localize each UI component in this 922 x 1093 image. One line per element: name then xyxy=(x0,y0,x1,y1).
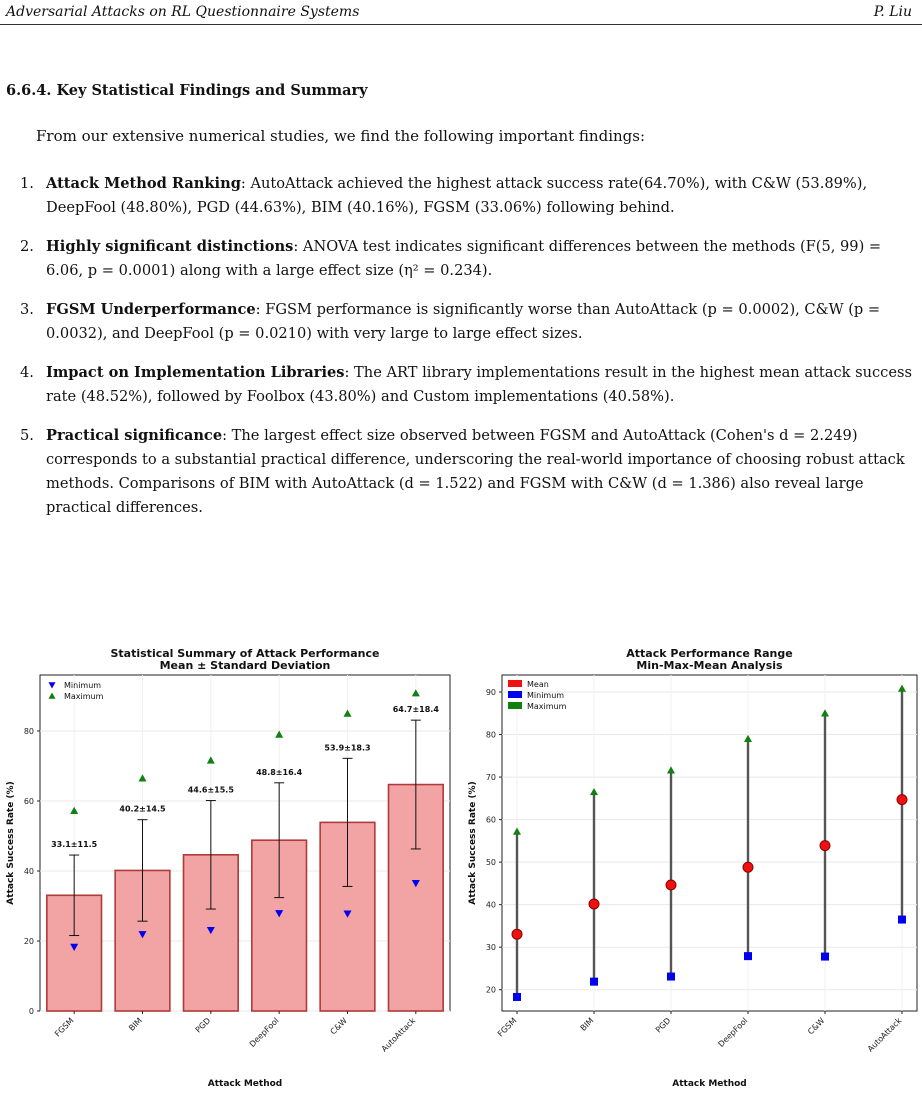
findings-list xyxy=(20,172,920,535)
finding-item xyxy=(20,235,920,283)
y-tick-label: 0 xyxy=(28,1007,34,1016)
finding-number: 5. xyxy=(20,427,34,444)
bar-value-label: 53.9±18.3 xyxy=(324,743,371,753)
author: P. Liu xyxy=(873,4,912,20)
mean-marker xyxy=(512,929,522,939)
bar-value-label: 40.2±14.5 xyxy=(119,804,166,814)
legend-swatch xyxy=(508,702,522,709)
min-marker xyxy=(590,978,598,986)
min-marker xyxy=(667,973,675,981)
x-tick-label: BIM xyxy=(127,1016,144,1033)
y-tick-label: 70 xyxy=(485,773,496,783)
finding-body: : The ART library implementations result in the highest mean attack success rate (48.52%), followed by Foolbox (43.80%) and Custom implementations (40.58%). xyxy=(46,364,912,405)
y-tick-label: 50 xyxy=(485,858,496,868)
legend-label: Mean xyxy=(527,680,549,689)
finding-number: 3. xyxy=(20,301,34,318)
mean-marker xyxy=(589,899,599,909)
running-title: Adversarial Attacks on RL Questionnaire Systems xyxy=(6,4,360,20)
x-tick-label: FGSM xyxy=(495,1016,519,1039)
finding-title: FGSM Underperformance xyxy=(46,301,256,318)
y-axis-label: Attack Success Rate (%) xyxy=(6,781,16,905)
finding-number: 1. xyxy=(20,175,34,192)
x-tick-label: BIM xyxy=(578,1016,596,1033)
mean-marker xyxy=(666,880,676,890)
x-tick-label: AutoAttack xyxy=(379,1016,418,1054)
x-tick-label: AutoAttack xyxy=(865,1016,904,1054)
x-axis-label: Attack Method xyxy=(672,1079,747,1089)
finding-item xyxy=(20,298,920,346)
bar-value-label: 48.8±16.4 xyxy=(256,767,303,777)
finding-title: Attack Method Ranking xyxy=(46,175,241,192)
legend-swatch xyxy=(508,691,522,698)
finding-title: Practical significance xyxy=(46,427,223,444)
y-tick-label: 80 xyxy=(485,730,496,740)
intro-paragraph: From our extensive numerical studies, we find the following important findings: xyxy=(36,127,646,145)
x-tick-label: FGSM xyxy=(53,1016,76,1039)
x-tick-label: C&W xyxy=(328,1016,349,1037)
finding-title: Impact on Implementation Libraries xyxy=(46,364,345,381)
section-heading: 6.6.4. Key Statistical Findings and Summary xyxy=(6,82,368,99)
y-tick-label: 20 xyxy=(485,985,496,995)
finding-number: 2. xyxy=(20,238,34,255)
y-tick-label: 40 xyxy=(23,867,34,876)
y-tick-label: 60 xyxy=(23,797,34,806)
mean-marker xyxy=(743,862,753,872)
bar-value-label: 64.7±18.4 xyxy=(392,705,439,715)
x-tick-label: PGD xyxy=(653,1016,673,1035)
plot-area xyxy=(502,675,917,1011)
finding-title: Highly significant distinctions xyxy=(46,238,294,255)
y-tick-label: 80 xyxy=(23,727,34,736)
legend-label: Maximum xyxy=(527,702,567,711)
finding-body: : ANOVA test indicates significant differences between the methods (F(5, 99) = 6.06, p = 0.0001) along with a large effect size (η² = 0.234). xyxy=(46,238,882,279)
mean-marker xyxy=(820,841,830,851)
chart-subtitle: Min-Max-Mean Analysis xyxy=(636,659,783,672)
bar-value-label: 33.1±11.5 xyxy=(51,840,98,850)
y-tick-label: 20 xyxy=(23,937,34,946)
min-marker xyxy=(744,952,752,960)
x-tick-label: DeepFool xyxy=(247,1016,281,1049)
y-axis-label: Attack Success Rate (%) xyxy=(468,781,478,905)
x-tick-label: DeepFool xyxy=(716,1016,750,1049)
chart-title: Statistical Summary of Attack Performance xyxy=(110,647,380,660)
legend-swatch xyxy=(508,680,522,687)
x-tick-label: PGD xyxy=(193,1016,213,1035)
running-header xyxy=(0,0,922,26)
legend-max-label: Maximum xyxy=(64,692,104,701)
header-rule xyxy=(0,24,922,25)
finding-body: : The largest effect size observed between FGSM and AutoAttack (Cohen's d = 2.249) corresponds to a substantial practical difference, underscoring the real-world importance of choosing robust attack methods. Comparisons of BIM with AutoAttack (d = 1.522) and FGSM with C&W (d = 1.386) also reveal large practical differences. xyxy=(46,427,905,516)
finding-body: : FGSM performance is significantly worse than AutoAttack (p = 0.0002), C&W (p = 0.0032), and DeepFool (p = 0.0210) with very large to large effect sizes. xyxy=(46,301,881,342)
chart-title: Attack Performance Range xyxy=(626,647,793,660)
finding-number: 4. xyxy=(20,364,34,381)
y-tick-label: 90 xyxy=(485,688,496,698)
finding-item xyxy=(20,361,920,409)
y-tick-label: 30 xyxy=(485,943,496,953)
attack-range-chart xyxy=(462,645,922,1091)
y-tick-label: 40 xyxy=(485,900,496,910)
legend-label: Minimum xyxy=(527,691,565,700)
chart-subtitle: Mean ± Standard Deviation xyxy=(159,659,331,672)
x-axis-label: Attack Method xyxy=(207,1079,283,1089)
min-marker xyxy=(821,953,829,961)
attack-summary-bar-chart xyxy=(0,645,458,1091)
x-tick-label: C&W xyxy=(806,1016,827,1037)
finding-body: : AutoAttack achieved the highest attack success rate(64.70%), with C&W (53.89%), DeepFool (48.80%), PGD (44.63%), BIM (40.16%), FGSM (33.06%) following behind. xyxy=(46,175,868,216)
min-marker xyxy=(898,916,906,924)
y-tick-label: 60 xyxy=(485,815,496,825)
mean-marker xyxy=(897,795,907,805)
finding-item xyxy=(20,172,920,220)
finding-item xyxy=(20,424,920,520)
legend-min-label: Minimum xyxy=(64,681,102,690)
min-marker xyxy=(513,993,521,1001)
bar-value-label: 44.6±15.5 xyxy=(187,785,234,795)
